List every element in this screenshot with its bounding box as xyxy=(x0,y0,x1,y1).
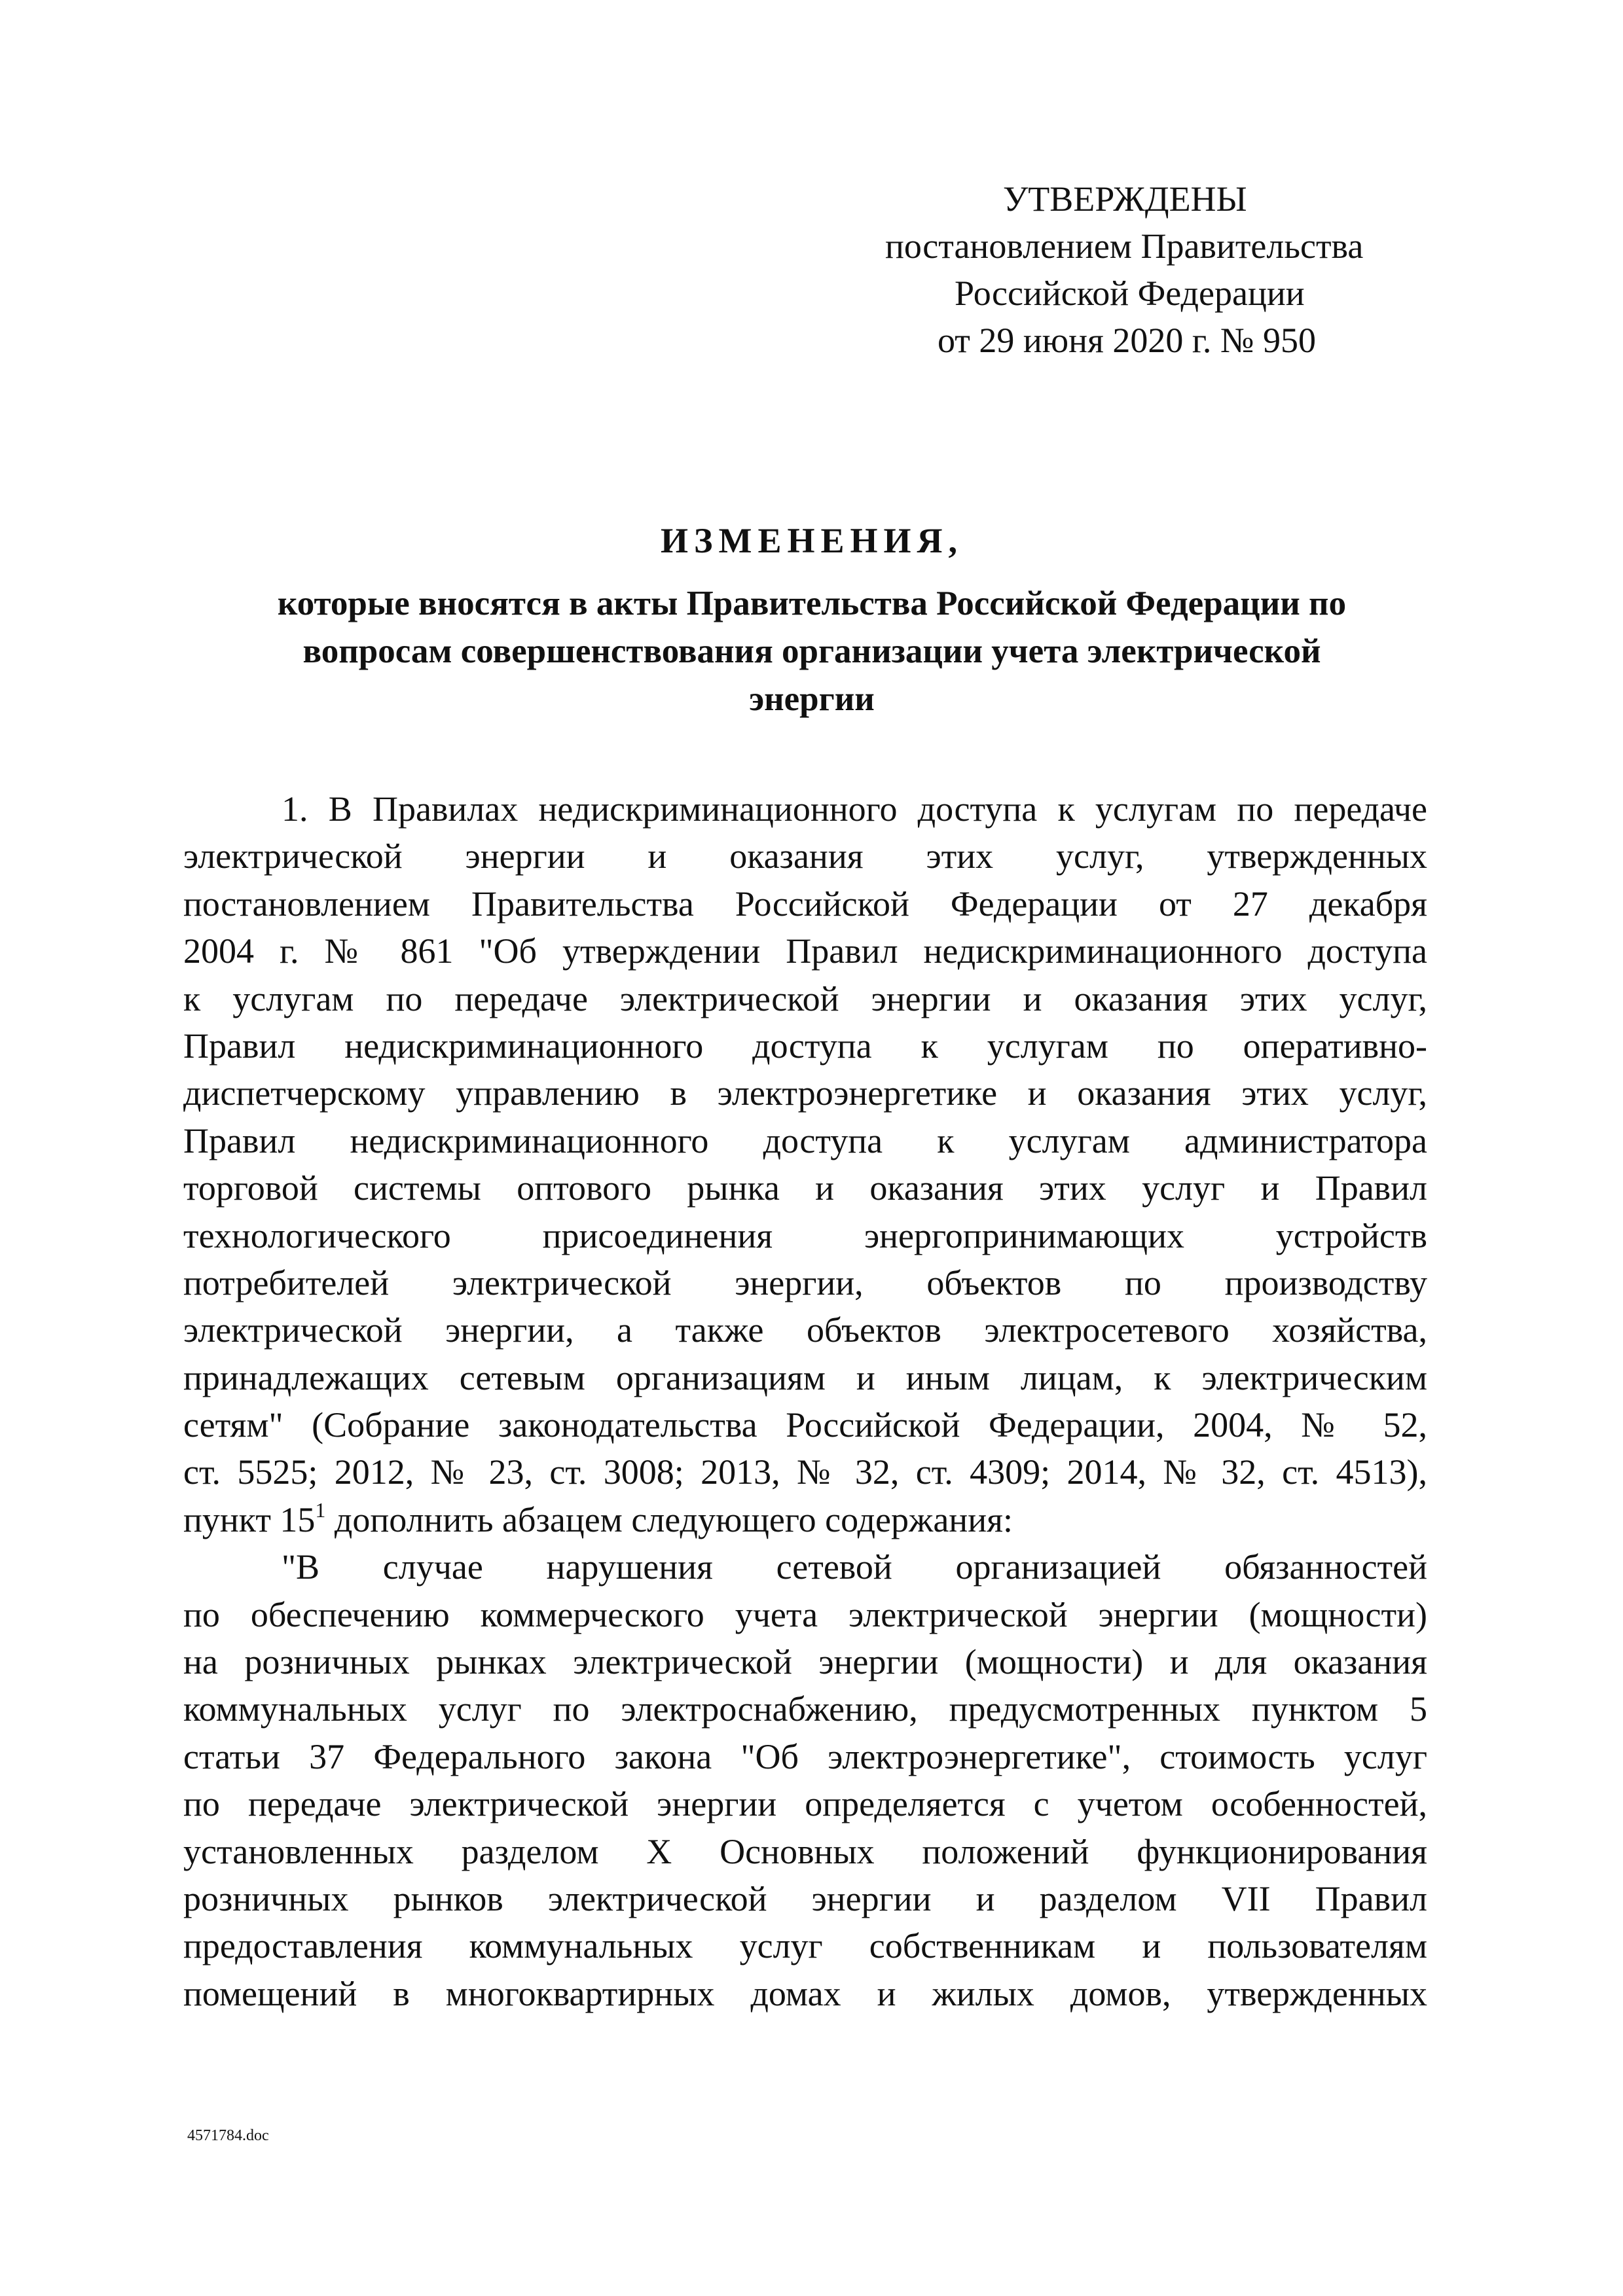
approval-line: постановлением Правительства xyxy=(885,226,1364,266)
body-line: Правил недискриминационного доступа к услугам по оперативно- xyxy=(183,1026,1427,1066)
quote-line: предоставления коммунальных услуг собственникам и пользователям xyxy=(183,1926,1427,1966)
body-line: 2004 г. № 861 "Об утверждении Правил недискриминационного доступа xyxy=(183,931,1427,971)
quote-line: коммунальных услуг по электроснабжению, предусмотренных пунктом 5 xyxy=(183,1689,1427,1729)
document-body xyxy=(183,785,1427,2017)
quote-line: на розничных рынках электрической энергии (мощности) и для оказания xyxy=(183,1642,1427,1682)
body-line: технологического присоединения энергопринимающих устройств xyxy=(183,1215,1427,1255)
approval-date-number: от 29 июня 2020 г. № 950 xyxy=(938,321,1316,360)
quote-line: помещений в многоквартирных домах и жилых домов, утвержденных xyxy=(183,1973,1427,2013)
subtitle-line: вопросам совершенствования организации учета электрической xyxy=(302,632,1321,670)
subtitle-line: которые вносятся в акты Правительства Российской Федерации по xyxy=(277,584,1347,622)
quote-line: статьи 37 Федерального закона "Об электроэнергетике", стоимость услуг xyxy=(183,1736,1427,1776)
body-line: сетям" (Собрание законодательства Российской Федерации, 2004, № 52, xyxy=(183,1405,1427,1445)
document-title: ИЗМЕНЕНИЯ, xyxy=(660,521,963,560)
body-line: потребителей электрической энергии, объектов по производству xyxy=(183,1263,1427,1302)
approval-heading: УТВЕРЖДЕНЫ xyxy=(1003,179,1247,219)
quote-line: установленных разделом X Основных положений функционирования xyxy=(183,1831,1427,1871)
document-subtitle xyxy=(196,580,1427,723)
subtitle-line: энергии xyxy=(749,680,875,718)
body-line: Правил недискриминационного доступа к услугам администратора xyxy=(183,1121,1427,1160)
body-line: постановлением Правительства Российской Федерации от 27 декабря xyxy=(183,884,1427,924)
quote-line: по передаче электрической энергии определяется с учетом особенностей, xyxy=(183,1784,1427,1824)
body-line: к услугам по передаче электрической энергии и оказания этих услуг, xyxy=(183,978,1427,1018)
body-line-punkt xyxy=(183,1496,1427,1543)
body-line: принадлежащих сетевым организациям и иным лицам, к электрическим xyxy=(183,1357,1427,1397)
approval-line: Российской Федерации xyxy=(955,274,1305,313)
body-line: электрической энергии и оказания этих услуг, утвержденных xyxy=(183,836,1427,876)
document-footer-id: 4571784.doc xyxy=(187,2127,269,2144)
punkt-text: дополнить абзацем следующего содержания: xyxy=(325,1499,1013,1539)
body-line: торговой системы оптового рынка и оказания этих услуг и Правил xyxy=(183,1168,1427,1208)
quote-line: "В случае нарушения сетевой организацией обязанностей xyxy=(282,1547,1427,1587)
quote-line: по обеспечению коммерческого учета электрической энергии (мощности) xyxy=(183,1594,1427,1634)
approval-block xyxy=(851,175,1440,364)
body-line: 1. В Правилах недискриминационного доступа к услугам по передаче xyxy=(282,789,1427,829)
punkt-superscript: 1 xyxy=(315,1498,326,1522)
quote-line: розничных рынков электрической энергии и разделом VII Правил xyxy=(183,1878,1427,1918)
punkt-label: пункт 15 xyxy=(183,1499,316,1539)
body-line: электрической энергии, а также объектов электросетевого хозяйства, xyxy=(183,1310,1427,1350)
body-line: диспетчерскому управлению в электроэнергетике и оказания этих услуг, xyxy=(183,1073,1427,1113)
body-line: ст. 5525; 2012, № 23, ст. 3008; 2013, № 32, ст. 4309; 2014, № 32, ст. 4513), xyxy=(183,1452,1427,1492)
